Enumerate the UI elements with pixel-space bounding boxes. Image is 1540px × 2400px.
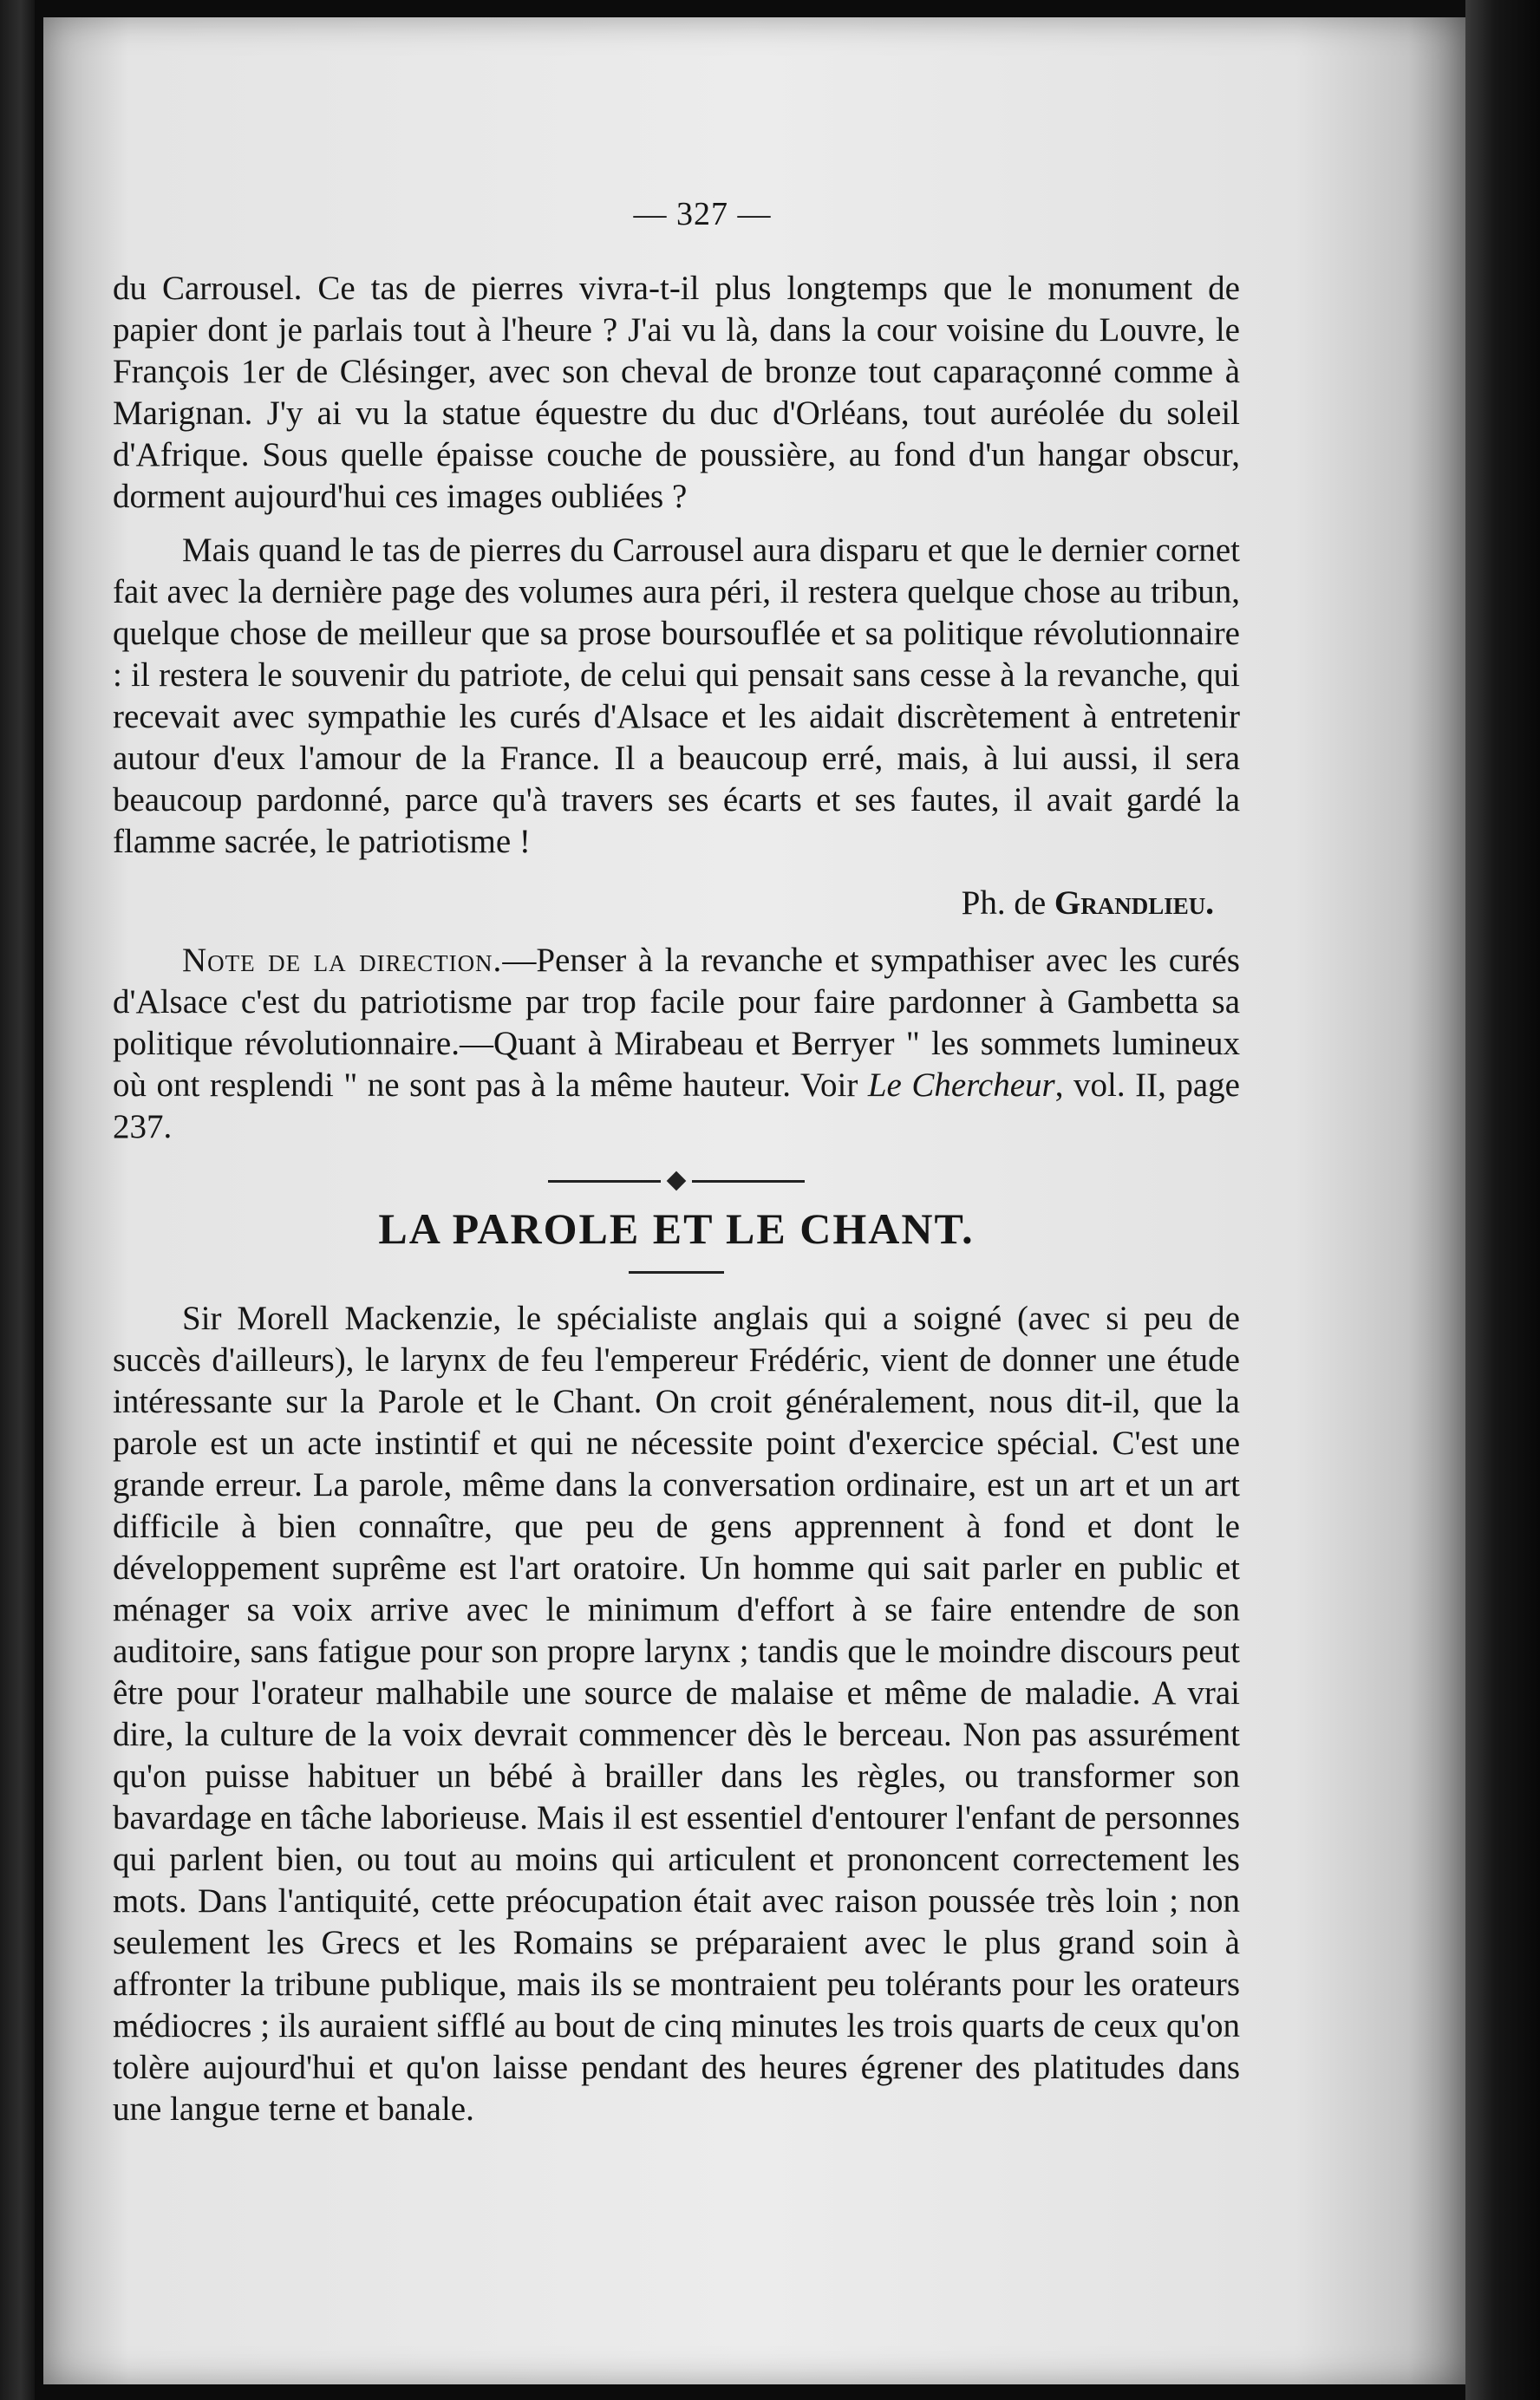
paragraph-patriote: Mais quand le tas de pierres du Carrousel aura disparu et que le dernier cornet fait avec la dernière page des volumes aura péri, il restera quelque chose au tribun, quelque chose de meilleur que sa prose boursouflée et sa politique révolutionnaire : il restera le souvenir du patriote, de celui qui pensait sans cesse à la revanche, qui recevait avec sympathie les curés d'Alsace et les aidait discrètement à entretenir autour d'eux l'amour de la France. Il a beaucoup erré, mais, à lui aussi, il sera beaucoup pardonné, parce qu'à travers ses écarts et ses fautes, il avait gardé la flamme sacrée, le patriotisme ! <box>113 532 1240 860</box>
note-text-1: —Penser à la revanche et sympathiser avec les curés d'Alsace c'est du patriotisme par trop facile pour faire pardonner à Gambetta sa politique révolutionnaire.—Quant à Mirabeau et Berryer " les sommets lumineux où ont resplendi " ne sont pas à la même hauteur. Voir <box>113 942 1240 1104</box>
rule-line-right <box>692 1180 805 1183</box>
section-title: LA PAROLE ET LE CHANT. <box>378 1204 975 1253</box>
ornamental-rule <box>113 1174 1240 1188</box>
note-label: Note de la direction. <box>182 942 503 979</box>
editorial-note <box>113 940 1240 1148</box>
rule-line-left <box>548 1180 661 1183</box>
page-number: — 327 — <box>633 196 772 232</box>
paragraph-mackenzie: Sir Morell Mackenzie, le spécialiste anglais qui a soigné (avec si peu de succès d'ailleurs), le larynx de feu l'empereur Frédéric, vient de donner une étude intéressante sur la Parole et le Chant. On croit généralement, nous dit-il, que la parole est un acte instintif et qui ne nécessite point d'exercice spécial. C'est une grande erreur. La parole, même dans la conversation ordinaire, est un art et un art difficile à bien connaître, que peu de gens apprennent à fond et dont le développement suprême est l'art oratoire. Un homme qui sait parler en public et ménager sa voix arrive avec le minimum d'effort à se faire entendre de son auditoire, sans fatigue pour son propre larynx ; tandis que le moindre discours peut être pour l'orateur malhabile une source de malaise et même de maladie. A vrai dire, la culture de la voix devrait commencer dès le berceau. Non pas assurément qu'on puisse habituer un bébé à brailler dans les règles, ou transformer son bavardage en tâche laborieuse. Mais il est essentiel d'entourer l'enfant de personnes qui parlent bien, ou tout au moins qui articulent et prononcent correctement les mots. Dans l'antiquité, cette préocupation était avec raison poussée très loin ; non seulement les Grecs et les Romains se préparaient avec le plus grand soin à affronter la tribune publique, mais ils se montraient peu tolérants pour les orateurs médiocres ; ils auraient sifflé au bout de cinq minutes les trois quarts de ceux qu'on tolère aujourd'hui et qu'on laisse pendant des heures égrener des platitudes dans une langue terne et banale. <box>113 1300 1240 2128</box>
binding-shadow <box>1465 0 1540 2400</box>
rule-diamond <box>667 1171 687 1191</box>
signature-prefix: Ph. de <box>961 884 1047 922</box>
note-italic-title: Le Chercheur <box>867 1066 1055 1104</box>
note-text-2: , vol. II, page 237. <box>113 1066 1240 1145</box>
page-content <box>113 173 1240 2130</box>
signature <box>113 884 1214 923</box>
left-page-edge <box>0 0 35 2400</box>
paragraph-carrousel: du Carrousel. Ce tas de pierres vivra-t-il plus longtemps que le monument de papier dont je parlais tout à l'heure ? J'ai vu là, dans la cour voisine du Louvre, le François 1er de Clésinger, avec son cheval de bronze tout caparaçonné comme à Marignan. J'y ai vu la statue équestre du duc d'Orléans, tout auréolée du soleil d'Afrique. Sous quelle épaisse couche de poussière, au fond d'un hangar obscur, dorment aujourd'hui ces images oubliées ? <box>113 270 1240 515</box>
title-underline <box>629 1271 724 1274</box>
signature-name: Grandlieu. <box>1054 884 1214 922</box>
